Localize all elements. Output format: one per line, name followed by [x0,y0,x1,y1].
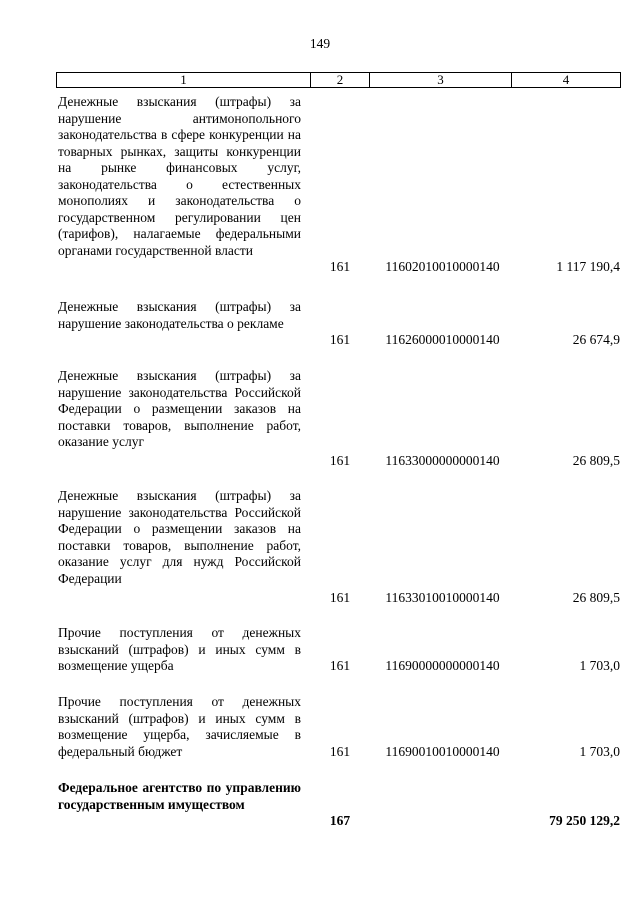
row-kbk: 11626000010000140 [385,332,500,347]
row-amount: 79 250 129,2 [549,813,620,828]
row-description: Прочие поступления от денежных взысканий (штрафов) и иных сумм в возмещение ущерба, зачисляемые в федеральный бюджет [58,694,301,759]
row-code: 161 [329,332,351,347]
row-kbk: 11633010010000140 [385,590,500,605]
table-header [56,72,621,88]
table-row [58,94,624,284]
header-col-1: 1 [57,73,311,87]
row-description: Денежные взыскания (штрафы) за нарушение законодательства о рекламе [58,299,301,331]
header-col-2: 2 [311,73,370,87]
table-row [58,299,624,354]
table-row [58,694,624,764]
row-amount: 26 809,5 [572,590,620,605]
row-description: Денежные взыскания (штрафы) за нарушение законодательства Российской Федерации о размещении заказов на поставки товаров, выполнение работ, оказание услуг [58,368,301,449]
row-kbk: 11602010010000140 [385,259,500,274]
table-row [58,625,624,677]
table-row-agency [58,780,624,835]
row-amount: 26 674,9 [572,332,620,347]
row-code: 161 [329,453,351,468]
row-code: 161 [329,590,351,605]
row-amount: 1 117 190,4 [556,259,620,274]
row-code: 161 [329,259,351,274]
header-col-3: 3 [370,73,512,87]
row-kbk: 11690010010000140 [385,744,500,759]
row-amount: 26 809,5 [572,453,620,468]
row-amount: 1 703,0 [579,744,620,759]
row-kbk: 11633000000000140 [385,453,500,468]
table-row [58,488,624,608]
row-description: Федеральное агентство по управлению государственным имуществом [58,780,301,812]
table-row [58,368,624,472]
row-amount: 1 703,0 [579,658,620,673]
row-description: Денежные взыскания (штрафы) за нарушение законодательства Российской Федерации о размещении заказов на поставки товаров, выполнение работ, оказание услуг для нужд Российской Федерации [58,488,301,586]
row-code: 161 [329,658,351,673]
row-code: 167 [329,813,351,828]
row-code: 161 [329,744,351,759]
page-number: 149 [309,36,331,51]
row-description: Денежные взыскания (штрафы) за нарушение антимонопольного законодательства в сфере конкуренции на товарных рынках, защиты конкуренции на рынке финансовых услуг, законодательства о естественных монополиях и законодательства о государственном регулировании цен (тарифов), налагаемые федеральными органами государственной власти [58,94,301,258]
row-description: Прочие поступления от денежных взысканий (штрафов) и иных сумм в возмещение ущерба [58,625,301,673]
header-col-4: 4 [562,72,570,87]
row-kbk: 11690000000000140 [385,658,500,673]
